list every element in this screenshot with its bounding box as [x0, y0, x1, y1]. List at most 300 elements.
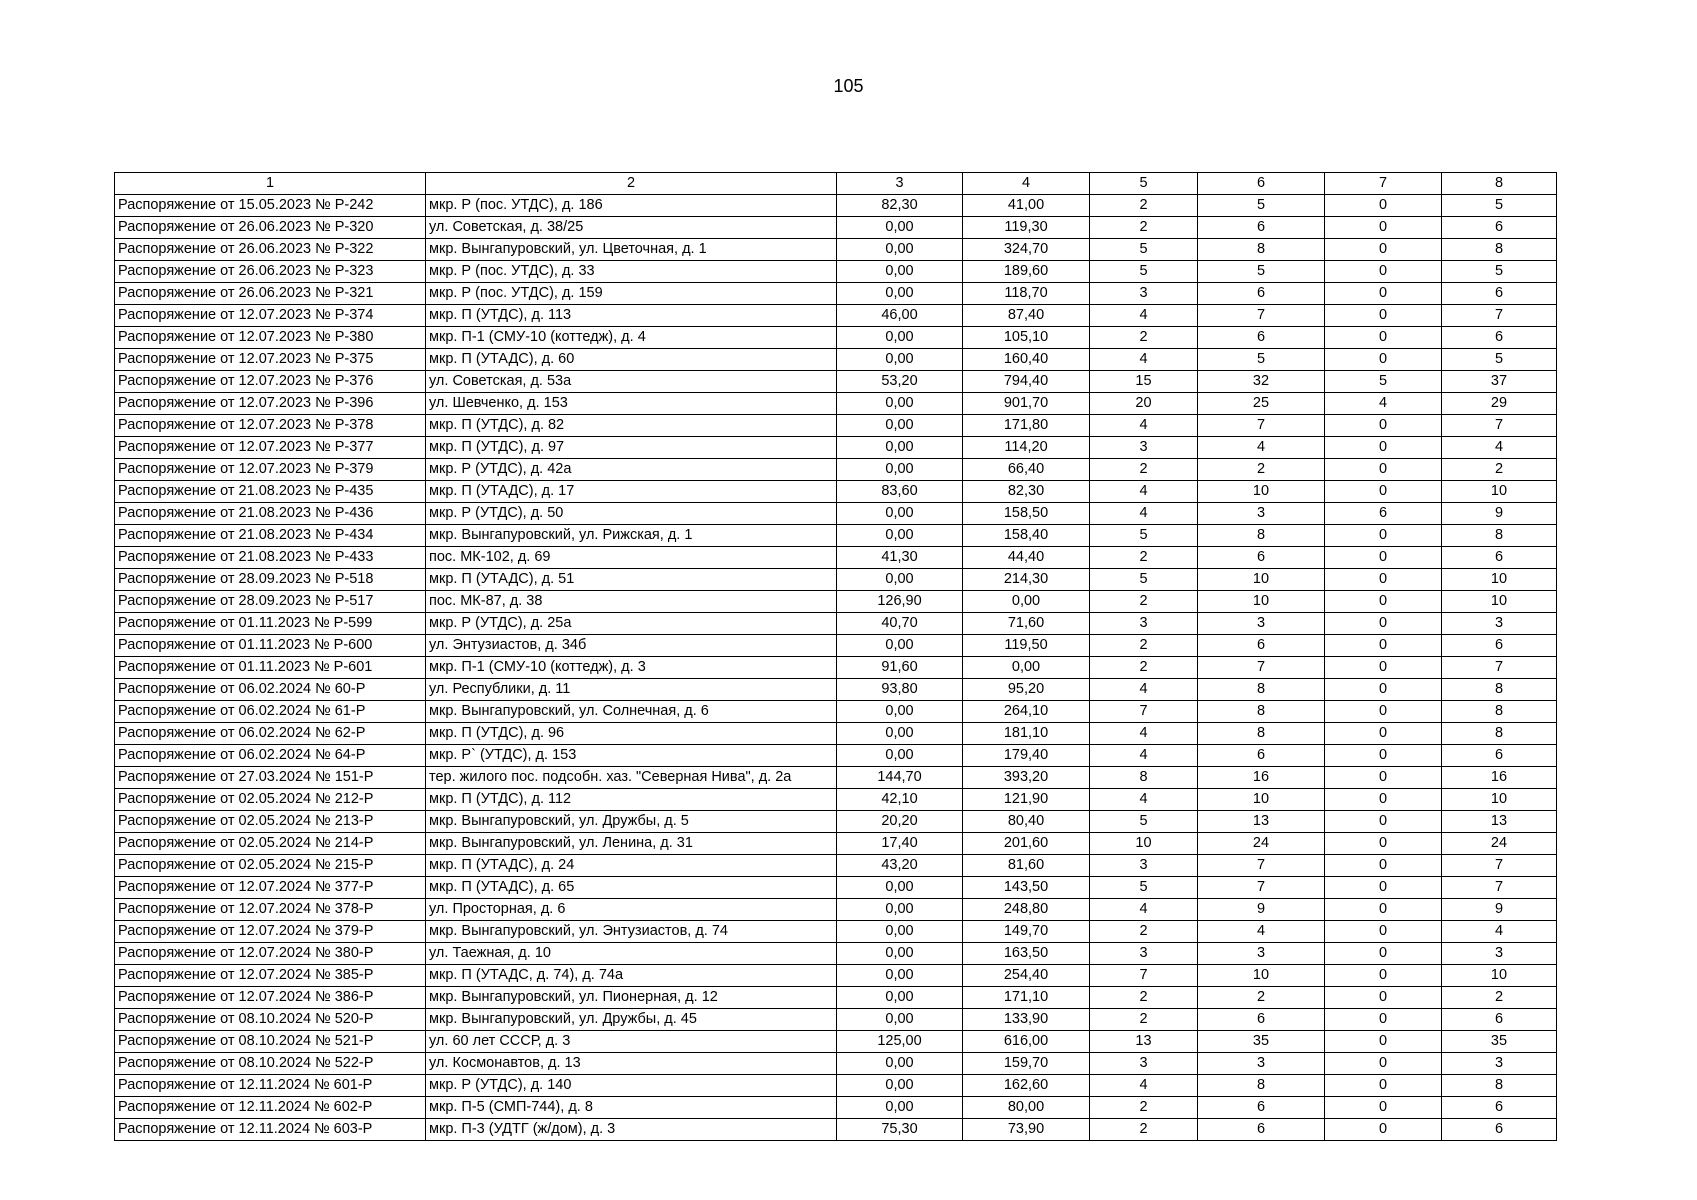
- table-row: [115, 987, 1557, 1009]
- table-row: [115, 943, 1557, 965]
- count-cell: 24: [1442, 833, 1557, 855]
- count-cell: 10: [1442, 481, 1557, 503]
- count-cell: 7: [1090, 701, 1198, 723]
- value-cell: 0,00: [837, 877, 963, 899]
- count-cell: 7: [1442, 855, 1557, 877]
- value-cell: 0,00: [837, 349, 963, 371]
- table-row: [115, 437, 1557, 459]
- column-header: 1: [115, 173, 426, 195]
- document-cell: Распоряжение от 01.11.2023 № Р-600: [115, 635, 426, 657]
- address-cell: мкр. П (УТАДС), д. 17: [426, 481, 837, 503]
- table-row: [115, 745, 1557, 767]
- count-cell: 2: [1090, 921, 1198, 943]
- value-cell: 0,00: [837, 745, 963, 767]
- count-cell: 6: [1442, 283, 1557, 305]
- address-cell: мкр. П-5 (СМП-744), д. 8: [426, 1097, 837, 1119]
- table-row: [115, 349, 1557, 371]
- count-cell: 6: [1442, 1009, 1557, 1031]
- count-cell: 4: [1090, 503, 1198, 525]
- address-cell: мкр. Вынгапуровский, ул. Дружбы, д. 45: [426, 1009, 837, 1031]
- value-cell: 393,20: [963, 767, 1090, 789]
- table-row: [115, 855, 1557, 877]
- count-cell: 3: [1442, 943, 1557, 965]
- table-row: [115, 459, 1557, 481]
- count-cell: 10: [1442, 789, 1557, 811]
- count-cell: 9: [1198, 899, 1325, 921]
- value-cell: 87,40: [963, 305, 1090, 327]
- count-cell: 0: [1325, 481, 1442, 503]
- count-cell: 8: [1442, 239, 1557, 261]
- count-cell: 0: [1325, 1009, 1442, 1031]
- count-cell: 0: [1325, 547, 1442, 569]
- document-cell: Распоряжение от 06.02.2024 № 62-Р: [115, 723, 426, 745]
- count-cell: 6: [1198, 1097, 1325, 1119]
- table-row: [115, 899, 1557, 921]
- count-cell: 3: [1198, 613, 1325, 635]
- value-cell: 0,00: [837, 1053, 963, 1075]
- count-cell: 0: [1325, 833, 1442, 855]
- count-cell: 9: [1442, 503, 1557, 525]
- count-cell: 6: [1198, 217, 1325, 239]
- document-cell: Распоряжение от 12.07.2023 № Р-380: [115, 327, 426, 349]
- document-cell: Распоряжение от 12.07.2023 № Р-396: [115, 393, 426, 415]
- value-cell: 201,60: [963, 833, 1090, 855]
- table-row: [115, 283, 1557, 305]
- count-cell: 29: [1442, 393, 1557, 415]
- table-row: [115, 371, 1557, 393]
- address-cell: пос. МК-87, д. 38: [426, 591, 837, 613]
- value-cell: 254,40: [963, 965, 1090, 987]
- count-cell: 0: [1325, 217, 1442, 239]
- count-cell: 5: [1090, 261, 1198, 283]
- value-cell: 81,60: [963, 855, 1090, 877]
- count-cell: 4: [1090, 305, 1198, 327]
- column-header: 3: [837, 173, 963, 195]
- value-cell: 0,00: [837, 503, 963, 525]
- count-cell: 0: [1325, 613, 1442, 635]
- count-cell: 4: [1090, 679, 1198, 701]
- count-cell: 2: [1090, 217, 1198, 239]
- address-cell: ул. 60 лет СССР, д. 3: [426, 1031, 837, 1053]
- document-cell: Распоряжение от 08.10.2024 № 522-Р: [115, 1053, 426, 1075]
- count-cell: 6: [1442, 1119, 1557, 1141]
- table-row: [115, 1009, 1557, 1031]
- count-cell: 7: [1198, 415, 1325, 437]
- address-cell: пос. МК-102, д. 69: [426, 547, 837, 569]
- document-cell: Распоряжение от 06.02.2024 № 60-Р: [115, 679, 426, 701]
- value-cell: 189,60: [963, 261, 1090, 283]
- value-cell: 119,50: [963, 635, 1090, 657]
- count-cell: 8: [1198, 701, 1325, 723]
- value-cell: 0,00: [837, 723, 963, 745]
- count-cell: 2: [1090, 459, 1198, 481]
- count-cell: 0: [1325, 965, 1442, 987]
- count-cell: 7: [1198, 305, 1325, 327]
- count-cell: 4: [1090, 415, 1198, 437]
- table-row: [115, 503, 1557, 525]
- count-cell: 2: [1090, 1097, 1198, 1119]
- count-cell: 5: [1090, 877, 1198, 899]
- table-row: [115, 195, 1557, 217]
- count-cell: 4: [1090, 745, 1198, 767]
- value-cell: 66,40: [963, 459, 1090, 481]
- value-cell: 0,00: [963, 591, 1090, 613]
- count-cell: 0: [1325, 591, 1442, 613]
- count-cell: 0: [1325, 195, 1442, 217]
- value-cell: 794,40: [963, 371, 1090, 393]
- document-cell: Распоряжение от 08.10.2024 № 521-Р: [115, 1031, 426, 1053]
- value-cell: 0,00: [837, 943, 963, 965]
- count-cell: 5: [1198, 261, 1325, 283]
- value-cell: 0,00: [837, 1009, 963, 1031]
- count-cell: 10: [1090, 833, 1198, 855]
- address-cell: ул. Республики, д. 11: [426, 679, 837, 701]
- document-cell: Распоряжение от 01.11.2023 № Р-599: [115, 613, 426, 635]
- count-cell: 9: [1442, 899, 1557, 921]
- value-cell: 83,60: [837, 481, 963, 503]
- value-cell: 17,40: [837, 833, 963, 855]
- count-cell: 4: [1198, 437, 1325, 459]
- document-cell: Распоряжение от 12.07.2024 № 380-Р: [115, 943, 426, 965]
- table-row: [115, 657, 1557, 679]
- count-cell: 3: [1090, 437, 1198, 459]
- count-cell: 8: [1442, 679, 1557, 701]
- count-cell: 4: [1090, 481, 1198, 503]
- address-cell: мкр. П (УТАДС), д. 65: [426, 877, 837, 899]
- document-cell: Распоряжение от 12.11.2024 № 603-Р: [115, 1119, 426, 1141]
- value-cell: 171,80: [963, 415, 1090, 437]
- value-cell: 46,00: [837, 305, 963, 327]
- value-cell: 901,70: [963, 393, 1090, 415]
- column-header: 2: [426, 173, 837, 195]
- count-cell: 0: [1325, 943, 1442, 965]
- count-cell: 0: [1325, 569, 1442, 591]
- table-row: [115, 591, 1557, 613]
- count-cell: 5: [1090, 525, 1198, 547]
- count-cell: 3: [1198, 1053, 1325, 1075]
- count-cell: 6: [1198, 283, 1325, 305]
- address-cell: мкр. Вынгапуровский, ул. Пионерная, д. 12: [426, 987, 837, 1009]
- count-cell: 5: [1198, 349, 1325, 371]
- table-row: [115, 569, 1557, 591]
- value-cell: 126,90: [837, 591, 963, 613]
- count-cell: 5: [1442, 195, 1557, 217]
- table-row: [115, 481, 1557, 503]
- document-cell: Распоряжение от 12.07.2023 № Р-378: [115, 415, 426, 437]
- count-cell: 0: [1325, 635, 1442, 657]
- count-cell: 10: [1442, 965, 1557, 987]
- value-cell: 82,30: [837, 195, 963, 217]
- document-cell: Распоряжение от 26.06.2023 № Р-323: [115, 261, 426, 283]
- address-cell: мкр. Р (пос. УТДС), д. 33: [426, 261, 837, 283]
- count-cell: 15: [1090, 371, 1198, 393]
- value-cell: 144,70: [837, 767, 963, 789]
- resettlement-table: [114, 172, 1557, 1141]
- value-cell: 248,80: [963, 899, 1090, 921]
- address-cell: ул. Советская, д. 53а: [426, 371, 837, 393]
- count-cell: 2: [1090, 635, 1198, 657]
- table-row: [115, 415, 1557, 437]
- table-row: [115, 547, 1557, 569]
- document-cell: Распоряжение от 12.07.2023 № Р-376: [115, 371, 426, 393]
- count-cell: 10: [1198, 789, 1325, 811]
- count-cell: 3: [1442, 613, 1557, 635]
- table-row: [115, 1097, 1557, 1119]
- document-cell: Распоряжение от 28.09.2023 № Р-517: [115, 591, 426, 613]
- table-row: [115, 261, 1557, 283]
- value-cell: 82,30: [963, 481, 1090, 503]
- count-cell: 6: [1198, 547, 1325, 569]
- table-row: [115, 613, 1557, 635]
- table-row: [115, 877, 1557, 899]
- value-cell: 0,00: [837, 459, 963, 481]
- address-cell: мкр. П (УТАДС, д. 74), д. 74а: [426, 965, 837, 987]
- address-cell: мкр. Вынгапуровский, ул. Ленина, д. 31: [426, 833, 837, 855]
- count-cell: 4: [1090, 899, 1198, 921]
- value-cell: 158,50: [963, 503, 1090, 525]
- count-cell: 16: [1442, 767, 1557, 789]
- document-cell: Распоряжение от 12.07.2023 № Р-377: [115, 437, 426, 459]
- count-cell: 3: [1090, 943, 1198, 965]
- count-cell: 6: [1442, 635, 1557, 657]
- address-cell: мкр. П-1 (СМУ-10 (коттедж), д. 3: [426, 657, 837, 679]
- count-cell: 8: [1198, 525, 1325, 547]
- count-cell: 2: [1090, 195, 1198, 217]
- table-row: [115, 525, 1557, 547]
- count-cell: 0: [1325, 789, 1442, 811]
- count-cell: 10: [1198, 965, 1325, 987]
- address-cell: ул. Таежная, д. 10: [426, 943, 837, 965]
- value-cell: 80,00: [963, 1097, 1090, 1119]
- count-cell: 8: [1198, 239, 1325, 261]
- count-cell: 24: [1198, 833, 1325, 855]
- count-cell: 0: [1325, 1119, 1442, 1141]
- document-cell: Распоряжение от 12.11.2024 № 601-Р: [115, 1075, 426, 1097]
- value-cell: 324,70: [963, 239, 1090, 261]
- count-cell: 4: [1090, 349, 1198, 371]
- table-row: [115, 305, 1557, 327]
- value-cell: 214,30: [963, 569, 1090, 591]
- count-cell: 8: [1198, 1075, 1325, 1097]
- document-cell: Распоряжение от 27.03.2024 № 151-Р: [115, 767, 426, 789]
- count-cell: 0: [1325, 239, 1442, 261]
- count-cell: 3: [1198, 503, 1325, 525]
- count-cell: 3: [1090, 613, 1198, 635]
- page-number: 105: [833, 76, 864, 96]
- address-cell: ул. Космонавтов, д. 13: [426, 1053, 837, 1075]
- address-cell: ул. Энтузиастов, д. 34б: [426, 635, 837, 657]
- table-row: [115, 767, 1557, 789]
- value-cell: 162,60: [963, 1075, 1090, 1097]
- value-cell: 0,00: [837, 415, 963, 437]
- count-cell: 4: [1198, 921, 1325, 943]
- value-cell: 0,00: [837, 239, 963, 261]
- count-cell: 0: [1325, 283, 1442, 305]
- document-cell: Распоряжение от 21.08.2023 № Р-436: [115, 503, 426, 525]
- count-cell: 35: [1442, 1031, 1557, 1053]
- address-cell: ул. Шевченко, д. 153: [426, 393, 837, 415]
- value-cell: 616,00: [963, 1031, 1090, 1053]
- table-row: [115, 327, 1557, 349]
- count-cell: 2: [1442, 459, 1557, 481]
- column-header: 4: [963, 173, 1090, 195]
- document-cell: Распоряжение от 12.07.2024 № 377-Р: [115, 877, 426, 899]
- address-cell: мкр. Вынгапуровский, ул. Цветочная, д. 1: [426, 239, 837, 261]
- table-row: [115, 1075, 1557, 1097]
- document-cell: Распоряжение от 12.07.2023 № Р-375: [115, 349, 426, 371]
- count-cell: 0: [1325, 657, 1442, 679]
- document-cell: Распоряжение от 26.06.2023 № Р-322: [115, 239, 426, 261]
- count-cell: 2: [1198, 987, 1325, 1009]
- count-cell: 2: [1090, 1119, 1198, 1141]
- address-cell: мкр. Р (УТДС), д. 140: [426, 1075, 837, 1097]
- document-cell: Распоряжение от 01.11.2023 № Р-601: [115, 657, 426, 679]
- count-cell: 6: [1442, 217, 1557, 239]
- value-cell: 95,20: [963, 679, 1090, 701]
- table-row: [115, 217, 1557, 239]
- count-cell: 13: [1090, 1031, 1198, 1053]
- value-cell: 93,80: [837, 679, 963, 701]
- count-cell: 25: [1198, 393, 1325, 415]
- value-cell: 0,00: [837, 569, 963, 591]
- count-cell: 10: [1442, 569, 1557, 591]
- count-cell: 0: [1325, 723, 1442, 745]
- address-cell: мкр. Вынгапуровский, ул. Энтузиастов, д. 74: [426, 921, 837, 943]
- value-cell: 0,00: [837, 327, 963, 349]
- count-cell: 2: [1090, 1009, 1198, 1031]
- count-cell: 0: [1325, 1075, 1442, 1097]
- value-cell: 0,00: [837, 1075, 963, 1097]
- count-cell: 7: [1442, 415, 1557, 437]
- value-cell: 0,00: [837, 965, 963, 987]
- count-cell: 0: [1325, 899, 1442, 921]
- value-cell: 119,30: [963, 217, 1090, 239]
- value-cell: 0,00: [837, 635, 963, 657]
- value-cell: 41,30: [837, 547, 963, 569]
- table-row: [115, 1119, 1557, 1141]
- count-cell: 35: [1198, 1031, 1325, 1053]
- value-cell: 125,00: [837, 1031, 963, 1053]
- count-cell: 7: [1442, 657, 1557, 679]
- count-cell: 6: [1198, 327, 1325, 349]
- value-cell: 41,00: [963, 195, 1090, 217]
- address-cell: мкр. П (УТДС), д. 97: [426, 437, 837, 459]
- header-row: [115, 173, 1557, 195]
- table-row: [115, 921, 1557, 943]
- document-cell: Распоряжение от 12.11.2024 № 602-Р: [115, 1097, 426, 1119]
- document-cell: Распоряжение от 21.08.2023 № Р-434: [115, 525, 426, 547]
- count-cell: 6: [1198, 635, 1325, 657]
- value-cell: 53,20: [837, 371, 963, 393]
- count-cell: 8: [1198, 679, 1325, 701]
- count-cell: 0: [1325, 811, 1442, 833]
- address-cell: ул. Просторная, д. 6: [426, 899, 837, 921]
- count-cell: 5: [1090, 569, 1198, 591]
- column-header: 7: [1325, 173, 1442, 195]
- value-cell: 0,00: [837, 437, 963, 459]
- value-cell: 159,70: [963, 1053, 1090, 1075]
- count-cell: 5: [1090, 239, 1198, 261]
- value-cell: 118,70: [963, 283, 1090, 305]
- count-cell: 2: [1090, 327, 1198, 349]
- address-cell: мкр. Р (УТДС), д. 50: [426, 503, 837, 525]
- table-row: [115, 723, 1557, 745]
- address-cell: мкр. П (УТАДС), д. 24: [426, 855, 837, 877]
- count-cell: 4: [1442, 437, 1557, 459]
- count-cell: 0: [1325, 855, 1442, 877]
- count-cell: 8: [1442, 723, 1557, 745]
- document-cell: Распоряжение от 28.09.2023 № Р-518: [115, 569, 426, 591]
- value-cell: 158,40: [963, 525, 1090, 547]
- document-cell: Распоряжение от 21.08.2023 № Р-435: [115, 481, 426, 503]
- count-cell: 7: [1442, 877, 1557, 899]
- document-cell: Распоряжение от 06.02.2024 № 61-Р: [115, 701, 426, 723]
- count-cell: 4: [1090, 789, 1198, 811]
- value-cell: 149,70: [963, 921, 1090, 943]
- value-cell: 143,50: [963, 877, 1090, 899]
- count-cell: 0: [1325, 261, 1442, 283]
- document-cell: Распоряжение от 15.05.2023 № Р-242: [115, 195, 426, 217]
- column-header: 8: [1442, 173, 1557, 195]
- count-cell: 4: [1442, 921, 1557, 943]
- count-cell: 0: [1325, 459, 1442, 481]
- value-cell: 0,00: [837, 1097, 963, 1119]
- count-cell: 6: [1442, 745, 1557, 767]
- document-cell: Распоряжение от 08.10.2024 № 520-Р: [115, 1009, 426, 1031]
- value-cell: 171,10: [963, 987, 1090, 1009]
- document-cell: Распоряжение от 02.05.2024 № 213-Р: [115, 811, 426, 833]
- table-row: [115, 635, 1557, 657]
- document-cell: Распоряжение от 26.06.2023 № Р-321: [115, 283, 426, 305]
- count-cell: 4: [1325, 393, 1442, 415]
- count-cell: 2: [1442, 987, 1557, 1009]
- value-cell: 0,00: [837, 283, 963, 305]
- value-cell: 0,00: [837, 525, 963, 547]
- value-cell: 0,00: [837, 701, 963, 723]
- value-cell: 20,20: [837, 811, 963, 833]
- document-cell: Распоряжение от 12.07.2023 № Р-379: [115, 459, 426, 481]
- count-cell: 5: [1442, 261, 1557, 283]
- count-cell: 20: [1090, 393, 1198, 415]
- count-cell: 32: [1198, 371, 1325, 393]
- document-cell: Распоряжение от 12.07.2023 № Р-374: [115, 305, 426, 327]
- count-cell: 3: [1090, 1053, 1198, 1075]
- address-cell: мкр. Вынгапуровский, ул. Дружбы, д. 5: [426, 811, 837, 833]
- document-cell: Распоряжение от 12.07.2024 № 386-Р: [115, 987, 426, 1009]
- count-cell: 37: [1442, 371, 1557, 393]
- document-cell: Распоряжение от 06.02.2024 № 64-Р: [115, 745, 426, 767]
- document-cell: Распоряжение от 02.05.2024 № 212-Р: [115, 789, 426, 811]
- address-cell: ул. Советская, д. 38/25: [426, 217, 837, 239]
- count-cell: 10: [1198, 481, 1325, 503]
- count-cell: 0: [1325, 767, 1442, 789]
- count-cell: 5: [1198, 195, 1325, 217]
- address-cell: мкр. Р (пос. УТДС), д. 186: [426, 195, 837, 217]
- count-cell: 5: [1090, 811, 1198, 833]
- count-cell: 2: [1198, 459, 1325, 481]
- document-cell: Распоряжение от 26.06.2023 № Р-320: [115, 217, 426, 239]
- count-cell: 6: [1198, 1009, 1325, 1031]
- count-cell: 0: [1325, 525, 1442, 547]
- count-cell: 6: [1198, 1119, 1325, 1141]
- count-cell: 8: [1198, 723, 1325, 745]
- count-cell: 3: [1090, 283, 1198, 305]
- count-cell: 2: [1090, 987, 1198, 1009]
- count-cell: 8: [1442, 1075, 1557, 1097]
- table-row: [115, 811, 1557, 833]
- address-cell: мкр. Вынгапуровский, ул. Солнечная, д. 6: [426, 701, 837, 723]
- document-cell: Распоряжение от 12.07.2024 № 379-Р: [115, 921, 426, 943]
